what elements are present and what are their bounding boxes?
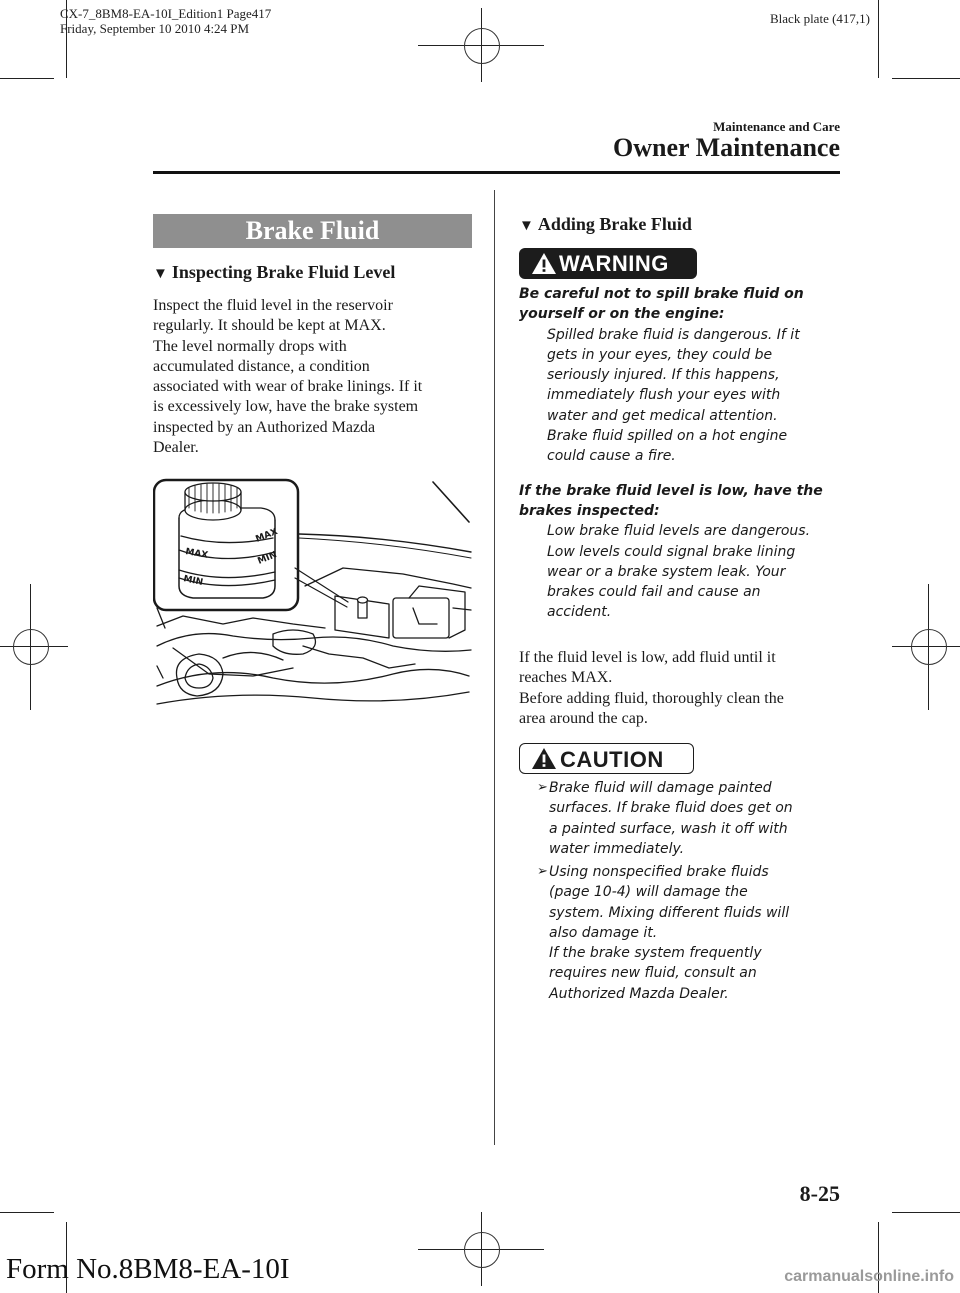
warning-triangle-icon <box>531 252 557 275</box>
crop-mark <box>892 1212 960 1213</box>
column-divider <box>494 190 495 1145</box>
caution-line: Authorized Mazda Dealer. <box>549 985 729 1002</box>
warning-heading-line: If the brake fluid level is low, have the <box>519 482 823 499</box>
text-line: is excessively low, have the brake system <box>153 398 419 416</box>
caution-line: also damage it. <box>549 924 658 941</box>
warning-body-line: Low levels could signal brake lining <box>547 543 796 560</box>
watermark: carmanualsonline.info <box>784 1268 954 1285</box>
crop-mark <box>0 78 54 79</box>
warning-heading-line: yourself or on the engine: <box>519 306 725 323</box>
text-line: regularly. It should be kept at MAX. <box>153 317 386 335</box>
caution-line: system. Mixing different fluids will <box>549 904 790 921</box>
caution-badge <box>519 743 694 774</box>
caution-bullet-1 <box>537 778 847 859</box>
section-label: Maintenance and Care <box>713 119 840 134</box>
text-line: Inspect the fluid level in the reservoir <box>153 297 393 314</box>
text-line: inspected by an Authorized Mazda <box>153 418 376 436</box>
section-banner: Brake Fluid <box>153 214 472 248</box>
triangle-marker-icon: ▼ <box>153 266 168 282</box>
warning-heading-line: brakes inspected: <box>519 502 660 519</box>
text-line: If the fluid level is low, add fluid until it <box>519 649 776 666</box>
chapter-title: Owner Maintenance <box>613 133 840 162</box>
arrow-bullet-icon: ➢ <box>537 864 548 879</box>
subheading-adding <box>519 214 692 235</box>
text-line: area around the cap. <box>519 709 648 727</box>
warning-body-line: Spilled brake fluid is dangerous. If it <box>547 326 800 343</box>
text-line: accumulated distance, a condition <box>153 357 370 375</box>
warning-body-line: Low brake fluid levels are dangerous. <box>547 523 811 540</box>
caution-label: CAUTION <box>560 747 664 772</box>
crop-mark <box>878 0 879 78</box>
level-label-min-right: MIN <box>256 550 279 567</box>
subheading-inspecting <box>153 262 395 283</box>
plate-line-2: Friday, September 10 2010 4:24 PM <box>60 21 250 36</box>
warning-body-line: accident. <box>547 604 612 621</box>
caution-line: water immediately. <box>549 840 685 857</box>
warning-body-line: immediately flush your eyes with <box>547 387 781 404</box>
page-number: 8-25 <box>799 1181 840 1206</box>
warning-body-line: seriously injured. If this happens, <box>547 367 780 384</box>
warning-label: WARNING <box>559 251 669 276</box>
text-line: Before adding fluid, thoroughly clean the <box>519 689 784 707</box>
text-line: Dealer. <box>153 439 199 457</box>
level-label-max-right: MAX <box>254 526 280 545</box>
caution-line: Brake fluid will damage painted <box>549 780 772 796</box>
fill-paragraph <box>519 648 849 729</box>
brake-reservoir-figure <box>153 478 472 706</box>
inspect-paragraph <box>153 296 483 458</box>
arrow-bullet-icon: ➢ <box>537 780 548 795</box>
crop-mark <box>892 78 960 79</box>
form-number: Form No.8BM8-EA-10I <box>6 1253 290 1285</box>
caution-line: surfaces. If brake fluid does get on <box>549 800 793 817</box>
crop-mark <box>0 1212 54 1213</box>
subheading-text: Adding Brake Fluid <box>537 214 692 234</box>
subheading-text: Inspecting Brake Fluid Level <box>171 262 396 282</box>
text-line: The level normally drops with <box>153 337 347 355</box>
warning-body-line: wear or a brake system leak. Your <box>547 563 786 580</box>
warning-body-line: brakes could fail and cause an <box>547 584 761 601</box>
text-line: reaches MAX. <box>519 669 613 687</box>
black-plate-label: Black plate (417,1) <box>770 11 870 26</box>
triangle-marker-icon: ▼ <box>519 218 534 234</box>
level-label-max-left: MAX <box>184 547 209 561</box>
warning-text <box>519 284 849 623</box>
warning-body-line: Brake fluid spilled on a hot engine <box>547 428 788 445</box>
warning-badge <box>519 248 697 279</box>
caution-line: a painted surface, wash it off with <box>549 820 788 837</box>
caution-line: Using nonspecified brake fluids <box>549 864 769 880</box>
level-label-min-left: MIN <box>182 574 204 589</box>
header-rule <box>153 171 840 174</box>
warning-body-line: could cause a fire. <box>547 448 676 465</box>
caution-bullet-2 <box>537 862 847 1004</box>
warning-heading-line: Be careful not to spill brake fluid on <box>519 286 804 302</box>
plate-info <box>60 6 271 36</box>
warning-body-line: water and get medical attention. <box>547 407 778 424</box>
text-line: associated with wear of brake linings. If it <box>153 378 423 396</box>
caution-line: requires new fluid, consult an <box>549 965 757 982</box>
caution-line: (page 10-4) will damage the <box>549 884 748 901</box>
warning-body-line: gets in your eyes, they could be <box>547 346 773 363</box>
plate-line-1: CX-7_8BM8-EA-10I_Edition1 Page417 <box>60 6 272 21</box>
caution-line: If the brake system frequently <box>549 945 762 962</box>
caution-triangle-icon <box>531 747 557 770</box>
